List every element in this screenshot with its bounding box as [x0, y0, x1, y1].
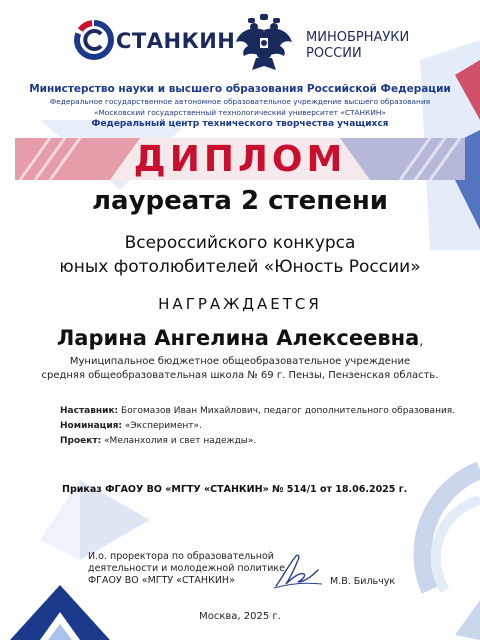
ministry-logo-line2: РОССИИ [306, 46, 362, 61]
project-row [60, 434, 460, 449]
signature-position-line2: деятельности и молодежной политике [88, 563, 285, 574]
stankin-logo-text: СТАНКИН [116, 29, 236, 53]
ministry-heading: Министерство науки и высшего образования Российской Федерации [29, 83, 451, 95]
decor-arc-right [422, 470, 480, 590]
institution-line1: Федеральное государственное автономное образовательное учреждение высшего образования [49, 97, 431, 106]
nomination-value: «Эксперимент». [122, 421, 202, 431]
order-text: Приказ ФГАОУ ВО «МГТУ «СТАНКИН» № 514/1 от 18.06.2025 г. [62, 484, 408, 495]
diploma-title: ДИПЛОМ [133, 139, 347, 180]
mentor-row [60, 404, 460, 419]
recipient-name-row [0, 326, 480, 350]
coat-of-arms-icon [234, 12, 294, 74]
project-value: «Меланхолия и свет надежды». [101, 436, 257, 446]
mentor-label: Наставник: [60, 406, 119, 416]
center-name: Федеральный центр технического творчества учащихся [91, 119, 389, 129]
recipient-name: Ларина Ангелина Алексеевна [56, 326, 420, 350]
signature-position [88, 551, 285, 587]
nomination-label: Номинация: [60, 421, 123, 431]
stankin-logo-icon [74, 20, 114, 60]
footer-place-date: Москва, 2025 г. [199, 611, 281, 622]
school-line2: средняя общеобразовательная школа № 69 г. Пензы, Пензенская область. [41, 370, 439, 381]
project-label: Проект: [60, 436, 102, 446]
signer-name: М.В. Бильчук [330, 576, 396, 587]
degree-heading: лауреата 2 степени [91, 186, 389, 216]
contest-line1: Всероссийского конкурса [124, 233, 356, 253]
mentor-value: Богомазов Иван Михайлович, педагог дополнительного образования. [118, 406, 456, 416]
school-line1: Муниципальное бюджетное общеобразовательное учреждение [69, 356, 411, 367]
handwritten-signature [268, 548, 328, 592]
awarded-label: НАГРАЖДАЕТСЯ [158, 295, 322, 313]
signature-position-line3: ФГАОУ ВО «МГТУ «СТАНКИН» [88, 575, 235, 586]
ministry-logo-line1: МИНОБРНАУКИ [306, 30, 410, 45]
signature-position-line1: И.о. проректора по образовательной [88, 551, 274, 562]
details-block [60, 404, 460, 449]
nomination-row [60, 419, 460, 434]
institution-line2: «Московский государственный технологический университет «СТАНКИН» [94, 108, 386, 117]
contest-line2: юных фотолюбителей «Юность России» [59, 257, 421, 277]
recipient-name-suffix: , [419, 334, 424, 348]
